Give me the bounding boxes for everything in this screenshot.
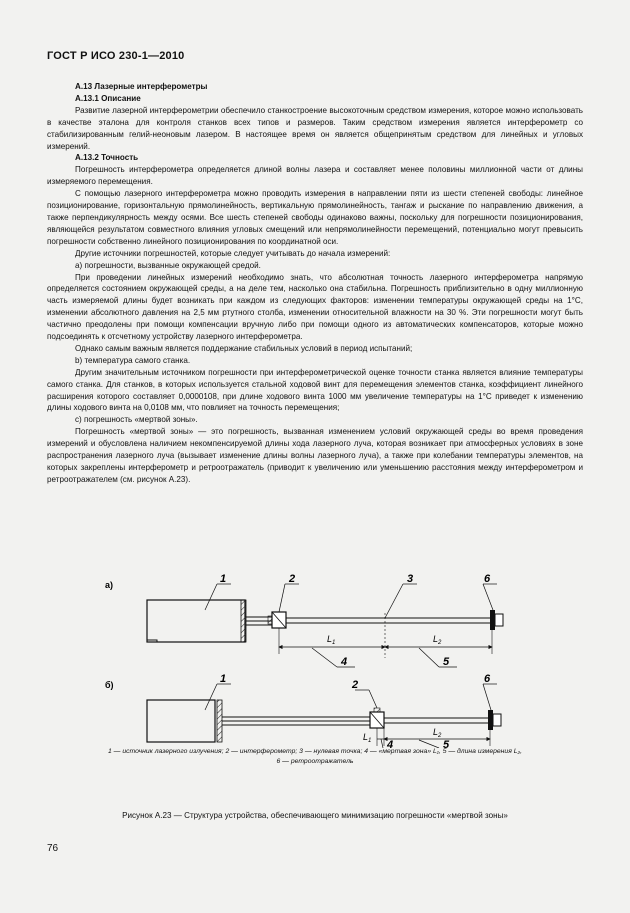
paragraph: С помощью лазерного интерферометра можно проводить измерения в направлении пяти из шести степеней свободы: линейное позиционирование, горизонтальную прямолинейность, вертикальную прямолинейность, тангаж и рыскание по направлению движения, а также перпендикулярность между осями. Все шесть степеней свободы одинаково важны, поскольку для погрешности позиционирования, являющейся результатом совместного влияния угловых смещений или непрямолинейности перемещений, потенциально могут превысить погрешности собственно линейного позиционирования по координатной оси.	[47, 189, 583, 246]
callout-a-1: 1	[220, 573, 227, 585]
page-number: 76	[47, 843, 59, 854]
callout-a-5: 5	[443, 656, 450, 668]
paragraph: При проведении линейных измерений необходимо знать, что абсолютная точность лазерного интерферометра напрямую определяется состоянием окружающей среды, а на деле тем, насколько она стабильна. Погрешность приблизительно в одну миллионную часть измеряемой длины будет возникать при каждом из следующих факторов: изменении температуры окружающей среды на 1°С, изменении абсолютного давления на 2,5 мм ртутного столба, изменении относительной влажности на 30 %. Эти погрешности могут быть частично преодолены при помощи компенсации вручную либо при помощи одного из автоматических компенсаторов, которые можно подсоединять к отсчетному устройству лазерного интерферометра.	[47, 272, 583, 342]
callout-a-6: 6	[484, 573, 491, 585]
paragraph: с) погрешность «мертвой зоны».	[75, 415, 198, 425]
figure-a23	[47, 572, 583, 753]
figure-legend	[47, 747, 583, 767]
legend-line-1: 1 — источник лазерного излучения; 2 — интерферометр; 3 — нулевая точка; 4 — «мертвая зона» L₁, 5 — длина измерения L₂,	[107, 748, 522, 755]
paragraph: Погрешность «мертвой зоны» — это погрешность, вызванная изменением условий окружающей среды во время проведения измерений и обусловлена наличием некомпенсируемой длины хода лазерного луча, которая возникает при атмосферных условиях в зоне распространения лазерного луча (вызывает изменение длины волны лазерного луча), а также при колебании температуры элементов, на которых закреплены интерферометр и ретроотражатель (приводит к увеличению или уменьшению расстояния между интерферометром и ретроотражателем (см. рисунок А.23).	[47, 427, 583, 484]
figure-diagram	[47, 572, 583, 748]
paragraph: а) погрешности, вызванные окружающей средой.	[75, 260, 261, 270]
dim-b-l1: $L_1$	[363, 732, 372, 744]
dim-b-l2: $L_2$	[433, 727, 442, 739]
callout-a-2: 2	[289, 573, 296, 585]
laser-source-b	[147, 700, 222, 742]
view-a-label: а)	[105, 580, 114, 590]
section-heading: А.13.1 Описание	[75, 93, 141, 103]
interferometer-b	[370, 708, 384, 728]
paragraph: b) температура самого станка.	[75, 355, 191, 365]
paragraph: Развитие лазерной интерферометрии обеспечило станкостроение высокоточным средством измерения, которое можно использовать в качестве эталона для контроля станков всех типов и размеров. Таким средством измерения является интерферометр со стабилизированным гелий-неоновым лазером. В настоящее время он является общепринятым средством для линейных и угловых измерений.	[47, 105, 583, 151]
callout-b-2: 2	[352, 679, 359, 691]
paragraph: Другие источники погрешностей, которые следует учитывать до начала измерений:	[75, 248, 391, 258]
paragraph: Другим значительным источником погрешности при интерферометрической оценке точности станка является влияние температуры самого станка. Для станков, в которых используется стальной ходовой винт для перемещения элементов станка, коэффициент линейного расширения которого составляет 0,0000108, при длине ходового винта 1000 мм увеличение температуры на 1°С приведет к изменению длины ходового винта на 0,0108 мм, что повлияет на точность перемещения;	[47, 367, 583, 413]
callout-a-4: 4	[341, 656, 348, 668]
retroreflector-b	[488, 710, 501, 730]
callout-b-1: 1	[220, 673, 227, 685]
interferometer-a	[268, 612, 286, 628]
section-heading: А.13 Лазерные интерферометры	[75, 82, 208, 91]
view-b-label: б)	[105, 680, 114, 690]
retroreflector-a	[490, 610, 503, 630]
figure-caption: Рисунок А.23 — Структура устройства, обеспечивающего минимизацию погрешности «мертвой зоны»	[122, 811, 508, 820]
callout-a-3: 3	[407, 573, 414, 585]
callout-b-4: 4	[387, 739, 394, 748]
legend-line-2: 6 — ретроотражатель	[276, 758, 354, 765]
body-text	[47, 81, 583, 486]
section-heading: А.13.2 Точность	[75, 153, 139, 163]
callout-b-6: 6	[484, 673, 491, 685]
callout-b-5: 5	[443, 739, 450, 748]
laser-source-a	[147, 600, 246, 642]
paragraph: Погрешность интерферометра определяется длиной волны лазера и составляет менее половины миллионной части от длины измеряемого перемещения.	[47, 165, 583, 187]
dim-a-l2: $L_2$	[433, 634, 442, 646]
document-header: ГОСТ Р ИСО 230-1—2010	[47, 50, 185, 62]
paragraph: Однако самым важным является поддержание стабильных условий в период испытаний;	[75, 343, 413, 353]
dim-a-l1: $L_1$	[327, 634, 336, 646]
